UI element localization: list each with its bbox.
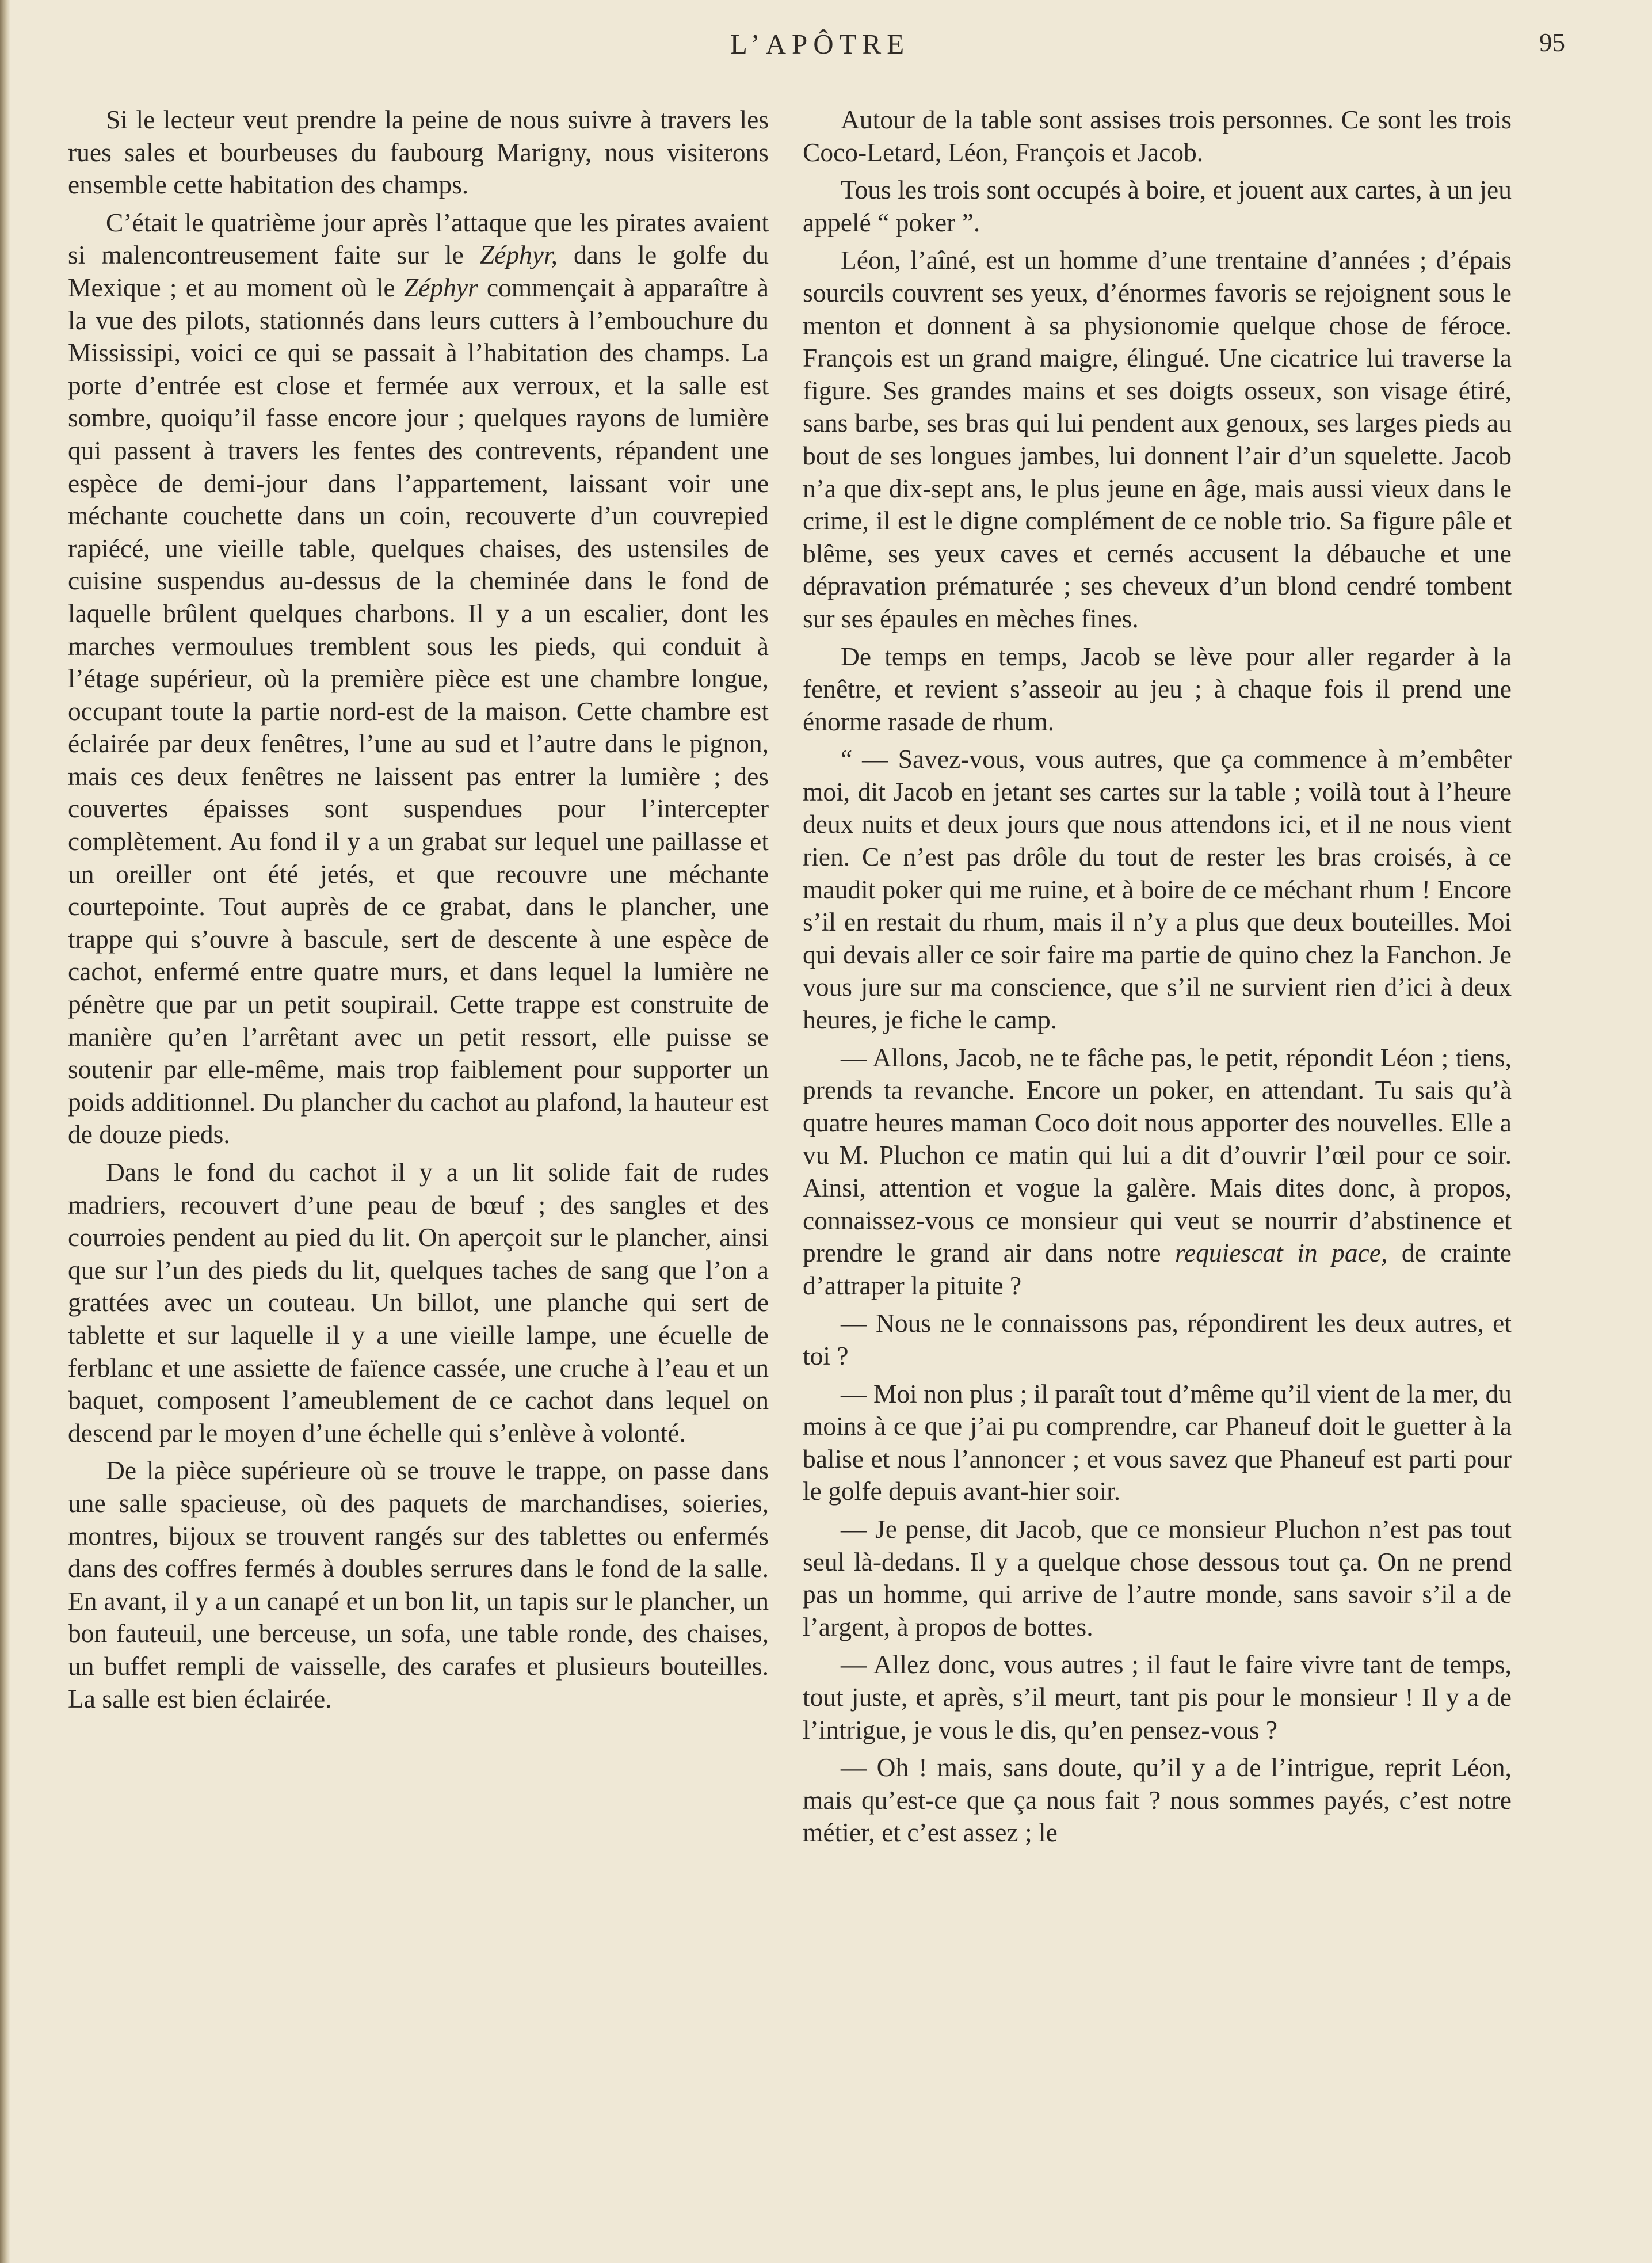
paragraph: Tous les trois sont occupés à boire, et jouent aux cartes, à un jeu appelé “ poker ”. — [803, 175, 1512, 237]
page-number: 95 — [1539, 28, 1565, 57]
paragraph: C’était le quatrième jour après l’attaque que les pirates avaient si malencontreusement faite sur le Zéphyr, dans le golfe du Mexique ; et au moment où le Zéphyr commençait à apparaître à la vue des pilots, stationnés dans leurs cutters à l’embouchure du Mississipi, voici ce qui se passait à l’habitation des champs. La porte d’entrée est close et fermée aux verroux, et la salle est sombre, quoiqu’il fasse encore jour ; quelques rayons de lumière qui passent à travers les fentes des contrevents, répandent une espèce de demi-jour dans l’appartement, laissant voir une méchante couchette dans un coin, recouverte d’un couvrepied rapiécé, une vieille table, quelques chaises, des ustensiles de cuisine suspendus au-dessus de la cheminée dans le fond de laquelle brûlent quelques charbons. Il y a un escalier, dont les marches vermoulues tremblent sous les pieds, qui conduit à l’étage supérieur, où la première pièce est une chambre longue, occupant toute la partie nord-est de la maison. Cette chambre est éclairée par deux fenêtres, l’une au sud et l’autre dans le pignon, mais ces deux fenêtres ne laissent pas entrer la lumière ; des couvertes épaisses sont suspendues pour l’intercepter complètement. Au fond il y a un grabat sur lequel une paillasse et un oreiller ont été jetés, et que recouvre une méchante courtepointe. Tout auprès de ce grabat, dans le plancher, une trappe qui s’ouvre à bascule, sert de descente à une espèce de cachot, enfermé entre quatre murs, et dans lequel la lumière ne pénètre que par un petit soupirail. Cette trappe est construite de manière qu’en l’arrêtant avec un petit ressort, elle puisse se soutenir par elle-même, mais trop faiblement pour supporter un poids additionnel. Du plancher du cachot au plafond, la hauteur est de douze pieds. — [68, 207, 769, 1149]
running-head — [0, 28, 1652, 74]
right-column — [803, 104, 1512, 1854]
paragraph: De la pièce supérieure où se trouve le trappe, on passe dans une salle spacieuse, où des paquets de marchandises, soieries, montres, bijoux se trouvent rangés sur des tablettes ou enfermés dans des coffres fermés à doubles serrures dans le fond de la salle. En avant, il y a un canapé et un bon lit, un tapis sur le plancher, un bon fauteuil, une berceuse, un sofa, une table ronde, des chaises, un buffet rempli de vaisselle, des carafes et plusieurs bouteilles. La salle est bien éclairée. — [68, 1456, 769, 1713]
dialogue-paragraph: — Allez donc, vous autres ; il faut le faire vivre tant de temps, tout juste, et après, s’il meurt, tant pis pour le monsieur ! Il y a de l’intrigue, je vous le dis, qu’en pensez-vous ? — [803, 1649, 1512, 1744]
left-column — [68, 104, 769, 1720]
paragraph: Si le lecteur veut prendre la peine de nous suivre à travers les rues sales et bourbeuses du faubourg Marigny, nous visiterons ensemble cette habitation des champs. — [68, 105, 769, 200]
ship-name: Zéphyr — [403, 272, 478, 302]
dialogue-paragraph: — Nous ne le connaissons pas, répondirent les deux autres, et toi ? — [803, 1308, 1512, 1370]
dialogue-paragraph: — Je pense, dit Jacob, que ce monsieur Pluchon n’est pas tout seul là-dedans. Il y a quelque chose dessous tout ça. On ne prend pas un homme, qui arrive de l’autre monde, sans savoir s’il a de l’argent, à propos de bottes. — [803, 1514, 1512, 1641]
latin-phrase: requiescat in pace, — [1174, 1238, 1388, 1268]
running-title: L’APÔTRE — [730, 28, 910, 60]
dialogue-paragraph: “ — Savez-vous, vous autres, que ça commence à m’embêter moi, dit Jacob en jetant ses cartes sur la table ; voilà tout à l’heure deux nuits et deux jours que nous attendons ici, et il ne nous vient rien. Ce n’est pas drôle du tout de rester les bras croisés, à ce maudit poker qui me ruine, et à boire de ce méchant rhum ! Encore s’il en restait du rhum, mais il n’y a plus que deux bouteilles. Moi qui devais aller ce soir faire ma partie de quino chez la Fanchon. Je vous jure sur ma conscience, que s’il ne survient rien d’ici à deux heures, je fiche le camp. — [803, 744, 1512, 1035]
paragraph: De temps en temps, Jacob se lève pour aller regarder à la fenêtre, et revient s’asseoir au jeu ; à chaque fois il prend une énorme rasade de rhum. — [803, 641, 1512, 736]
page-binding-edge — [0, 0, 10, 2263]
dialogue-paragraph: — Allons, Jacob, ne te fâche pas, le petit, répondit Léon ; tiens, prends ta revanche. Encore un poker, en attendant. Tu sais qu’à quatre heures maman Coco doit nous apporter des nouvelles. Elle a vu M. Pluchon ce matin qui lui a dit d’ouvrir l’œil pour ce soir. Ainsi, attention et vogue la galère. Mais dites donc, à propos, connaissez-vous ce monsieur qui veut se nourrir d’abstinence et prendre le grand air dans notre requiescat in pace, de crainte d’attraper la pituite ? — [803, 1042, 1512, 1300]
paragraph: Dans le fond du cachot il y a un lit solide fait de rudes madriers, recouvert d’une peau de bœuf ; des sangles et des courroies pendent au pied du lit. On aperçoit sur le plancher, ainsi que sur l’un des pieds du lit, quelques taches de sang que l’on a grattées avec un couteau. Un billot, une planche qui sert de tablette et sur laquelle il y a une vieille lampe, une écuelle de ferblanc et une assiette de faïence cassée, une cruche à l’eau et un baquet, composent l’ameublement de ce cachot dans lequel on descend par le moyen d’une échelle qui s’enlève à volonté. — [68, 1157, 769, 1447]
dialogue-paragraph: — Moi non plus ; il paraît tout d’même qu’il vient de la mer, du moins à ce que j’ai pu comprendre, car Phaneuf doit le guetter à la balise et nous l’annoncer ; et vous savez que Phaneuf est parti pour le golfe depuis avant-hier soir. — [803, 1378, 1512, 1506]
paragraph: Léon, l’aîné, est un homme d’une trentaine d’années ; d’épais sourcils couvrent ses yeux, d’énormes favoris se rejoignent sous le menton et donnent à sa physionomie quelque chose de féroce. François est un grand maigre, élingué. Une cicatrice lui traverse la figure. Ses grandes mains et ses doigts osseux, son visage étiré, sans barbe, ses bras qui lui pendent aux genoux, ses larges pieds au bout de ses longues jambes, lui donnent l’air d’un squelette. Jacob n’a que dix-sept ans, le plus jeune en âge, mais aussi vieux dans le crime, il est le digne complément de ce noble trio. Sa figure pâle et blême, ses yeux caves et cernés accusent la débauche et une dépravation prématurée ; ses cheveux d’un blond cendré tombent sur ses épaules en mèches fines. — [803, 245, 1512, 633]
ship-name: Zéphyr, — [479, 240, 558, 270]
paragraph: Autour de la table sont assises trois personnes. Ce sont les trois Coco-Letard, Léon, François et Jacob. — [803, 105, 1512, 167]
dialogue-paragraph: — Oh ! mais, sans doute, qu’il y a de l’intrigue, reprit Léon, mais qu’est-ce que ça nous fait ? nous sommes payés, c’est notre métier, et c’est assez ; le — [803, 1753, 1512, 1847]
